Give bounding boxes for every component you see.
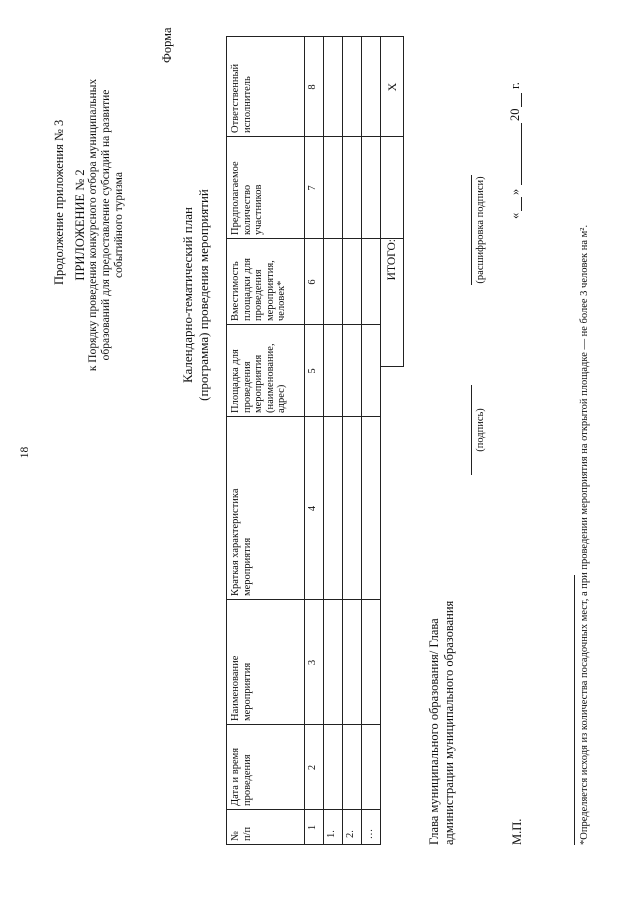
stamp-label: М.П. bbox=[510, 818, 524, 845]
continuation-note: Продолжение приложения № 3 bbox=[52, 119, 66, 285]
document-subtitle: (программа) проведения мероприятий bbox=[196, 189, 211, 401]
header-capacity: Вместимость площадки для проведения мероприятия, человек* bbox=[230, 258, 287, 321]
signature-caption: (подпись) bbox=[475, 408, 486, 452]
decode-line bbox=[471, 175, 472, 285]
header-event-name: Наименование мероприятия bbox=[230, 655, 253, 721]
appendix-line: образований для предоставление субсидий на развитие bbox=[100, 89, 112, 361]
signature-line bbox=[471, 385, 472, 475]
column-number: 2 bbox=[307, 764, 318, 771]
column-number: 8 bbox=[307, 84, 318, 90]
column-number: 5 bbox=[307, 368, 318, 374]
date-open-quote: « bbox=[508, 212, 522, 219]
date-suffix: г. bbox=[508, 82, 522, 89]
total-mark: X bbox=[385, 82, 399, 92]
header-description: Краткая характеристика мероприятия bbox=[230, 488, 253, 596]
signatory-position: администрации муниципального образования bbox=[442, 600, 456, 845]
table-row-label: 1. bbox=[326, 830, 337, 838]
column-number: 4 bbox=[307, 505, 318, 512]
header-date: Дата и время проведения bbox=[230, 747, 253, 806]
page-number: 18 bbox=[19, 446, 31, 459]
footnote-separator bbox=[574, 575, 575, 845]
header-responsible: Ответственный исполнитель bbox=[230, 63, 253, 133]
date-close-quote: » bbox=[508, 188, 522, 195]
table-row-label: 2. bbox=[345, 830, 356, 838]
appendix-line: событийного туризма bbox=[113, 172, 125, 278]
total-label: ИТОГО: bbox=[386, 239, 398, 281]
footnote: *Определяется исходя из количества посадочных мест, а при проведении мероприятия на открытой площадке — не более 3 человек на м². bbox=[579, 224, 590, 845]
document-title: Календарно-тематический план bbox=[180, 207, 195, 383]
form-label: Форма bbox=[160, 27, 174, 63]
signatory-position: Глава муниципального образования/ Глава bbox=[427, 618, 441, 845]
header-participants: Предполагаемое количество участников bbox=[230, 161, 264, 235]
decode-caption: (расшифровка подписи) bbox=[475, 176, 486, 284]
date-year: 20 bbox=[508, 108, 522, 121]
column-number: 3 bbox=[307, 659, 318, 666]
column-number: 7 bbox=[307, 185, 318, 191]
header-venue: Площадка для проведения мероприятия (наименование, адрес) bbox=[230, 343, 287, 413]
column-number: 6 bbox=[307, 279, 318, 285]
appendix-title: ПРИЛОЖЕНИЕ № 2 bbox=[73, 169, 87, 281]
appendix-line: к Порядку проведения конкурсного отбора муниципальных bbox=[87, 78, 99, 372]
header-number: № п/п bbox=[230, 826, 253, 841]
table-row-label: … bbox=[364, 828, 375, 840]
column-number: 1 bbox=[307, 824, 318, 831]
